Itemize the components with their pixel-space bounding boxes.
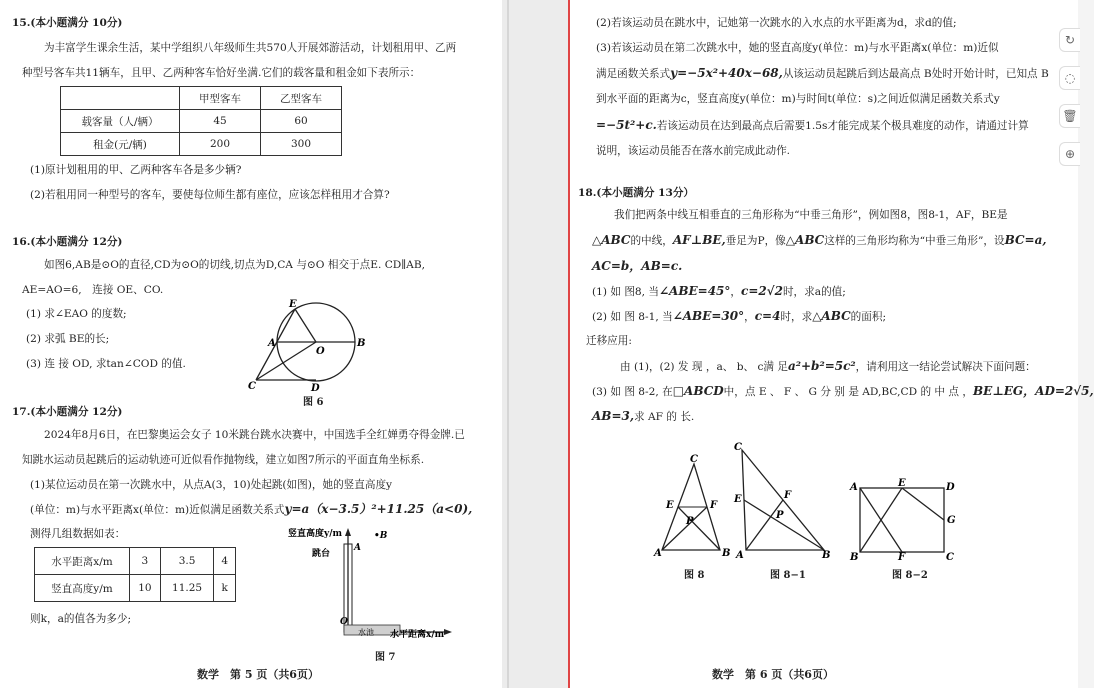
table-row xyxy=(61,87,342,110)
q18-text: ， xyxy=(730,286,742,298)
q18-equation: △ABC xyxy=(785,233,825,247)
exam-page-6 xyxy=(568,0,1094,688)
q18-equation: △ABC xyxy=(592,233,631,247)
segment-oe xyxy=(295,309,316,342)
q16-part-2: (2) 求弧 BE的长; xyxy=(26,333,110,345)
table-cell: 载客量（人/辆） xyxy=(61,110,180,133)
q18-part-2 xyxy=(592,309,886,324)
table-cell xyxy=(61,87,180,110)
figure-8-caption: 图 8 xyxy=(684,570,705,581)
q17-text-6: 则k，a的值各为多少; xyxy=(30,613,132,625)
q17-equation-3: =−5t²+c. xyxy=(596,118,657,132)
q17-part-3-line-1: (3)若该运动员在第二次跳水中，她的竖直高度y(单位：m)与水平距离x(单位：m)近似 xyxy=(596,42,999,54)
table-cell: 4 xyxy=(214,548,236,575)
q18-text: (3) 如 图 8-2, 在 xyxy=(592,386,673,398)
label-g: G xyxy=(947,515,956,526)
water-label: 水池 xyxy=(358,628,374,637)
q15-header: 15.(本小题满分 10分) xyxy=(12,17,123,29)
table-cell: 水平距离x/m xyxy=(35,548,130,575)
page-divider xyxy=(507,0,509,688)
table-row xyxy=(35,575,236,602)
median-be xyxy=(744,500,824,550)
q15-text-1: 为丰富学生课余生活，某中学组织八年级师生共570人开展郊游活动，计划租用甲、乙两 xyxy=(44,42,457,54)
label-c: C xyxy=(734,442,742,453)
q18-equation: BC=a, xyxy=(1004,233,1047,247)
table-cell: 300 xyxy=(261,133,342,156)
point-b-label: •B xyxy=(374,531,388,541)
q18-text-3 xyxy=(592,259,682,274)
table-cell: 45 xyxy=(180,110,261,133)
segment-co xyxy=(256,342,316,380)
label-f: F xyxy=(784,490,792,501)
q17-text-1: 2024年8月6日，在巴黎奥运会女子 10米跳台跳水决赛中，中国选手全红婵勇夺得金牌.已 xyxy=(44,429,465,441)
label-a: A xyxy=(850,482,858,493)
table-cell: 200 xyxy=(180,133,261,156)
q15-table xyxy=(60,86,342,156)
q18-transfer-title: 迁移应用: xyxy=(586,335,632,347)
figure-7-caption: 图 7 xyxy=(375,652,396,663)
origin-label: O xyxy=(340,617,348,627)
figure-8-2-caption: 图 8−2 xyxy=(892,570,928,581)
label-d: D xyxy=(311,383,320,394)
q18-equation: c=4 xyxy=(754,309,781,323)
q18-equation: c=2√2 xyxy=(741,284,783,298)
table-header: 甲型客车 xyxy=(180,87,261,110)
page-5-footer: 数学 第 5 页（共6页） xyxy=(197,668,319,681)
q17-text-4a: (单位：m)与水平距离x(单位：m)近似满足函数关系式 xyxy=(30,504,285,516)
q18-equation: BE⊥EG，AD=2√5, xyxy=(972,384,1094,398)
figure-6-caption: 图 6 xyxy=(303,397,324,408)
loading-icon[interactable]: ◌ xyxy=(1059,66,1080,90)
median-af xyxy=(746,500,783,550)
q16-part-1: (1) 求∠EAO 的度数; xyxy=(26,308,127,320)
table-cell: k xyxy=(214,575,236,602)
table-row xyxy=(35,548,236,575)
label-a: A xyxy=(736,550,744,561)
label-p: P xyxy=(686,516,694,527)
table-cell: 10 xyxy=(130,575,161,602)
q18-part-3 xyxy=(592,384,1094,399)
page-gap xyxy=(502,0,568,688)
platform-label: 跳台 xyxy=(312,549,331,559)
label-e: E xyxy=(666,500,674,511)
q18-equation: AF⊥BE, xyxy=(672,233,726,247)
q18-text-2 xyxy=(592,233,1047,248)
q17-part-3-line-3: 到水平面的距离为c，竖直高度y(单位：m)与时间t(单位：s)之间近似满足函数关系式y xyxy=(596,93,1000,105)
q17-text-4 xyxy=(30,502,472,517)
x-axis-arrow xyxy=(444,629,452,635)
table-row xyxy=(61,133,342,156)
q15-part-2: (2)若租用同一种型号的客车，要使每位师生都有座位，应该怎样租用才合算? xyxy=(30,189,390,201)
q18-header: 18.(本小题满分 13分） xyxy=(578,187,695,199)
x-axis-label: 水平距离x/m xyxy=(390,630,445,640)
q17-part-3-text: 从该运动员起跳后到达最高点 B处时开始计时，已知点 B xyxy=(782,68,1049,80)
q17-part-3-text: 若该运动员在达到最高点后需要1.5s才能完成某个极具难度的动作，请通过计算 xyxy=(656,120,1029,132)
q15-part-1: (1)原计划租用的甲、乙两种客车各是多少辆? xyxy=(30,164,242,176)
q17-part-3-line-4 xyxy=(596,118,1029,133)
label-e: E xyxy=(289,299,297,310)
add-icon[interactable]: ⊕ xyxy=(1059,142,1080,166)
q18-text-4 xyxy=(620,359,1036,374)
q18-equation: AB=3, xyxy=(592,409,635,423)
label-a: A xyxy=(654,548,662,559)
trash-icon[interactable]: 🗑 xyxy=(1059,104,1080,128)
q18-text: ，请利用这一结论尝试解决下面问题： xyxy=(855,361,1036,373)
q18-text: 由 (1)，(2) 发 现 ，a、 b、 c满 足 xyxy=(620,361,788,373)
figure-8-2 xyxy=(848,476,960,562)
q16-text-1: 如图6,AB是⊙O的直径,CD为⊙O的切线,切点为D,CA 与⊙O 相交于点E. CD∥AB, xyxy=(44,259,425,271)
q18-text: ， xyxy=(744,311,755,323)
q17-text-2: 知跳水运动员起跳后的运动轨迹可近似看作抛物线，建立如图7所示的平面直角坐标系. xyxy=(22,454,425,466)
label-b: B xyxy=(357,338,366,349)
q17-part-3-line-2 xyxy=(596,66,1049,81)
label-c: C xyxy=(946,552,954,563)
q16-header: 16.(本小题满分 12分) xyxy=(12,236,123,248)
q17-part-3-text: 满足函数关系式 xyxy=(596,68,671,80)
table-cell: 11.25 xyxy=(160,575,214,602)
q18-text: 中，点 E 、 F 、 G 分 别 是 AD,BC,CD 的 中 点 ， xyxy=(723,386,973,398)
exam-page-5 xyxy=(0,0,502,688)
segment-eg xyxy=(902,488,944,520)
table-cell: 60 xyxy=(261,110,342,133)
label-f: F xyxy=(898,552,906,563)
rotate-icon[interactable]: ↻ xyxy=(1059,28,1080,52)
q17-header: 17.(本小题满分 12分) xyxy=(12,406,123,418)
q15-text-2: 种型号客车共11辆车，且甲、乙两种客车恰好坐满.它们的载客量和租金如下表所示： xyxy=(22,67,421,79)
q18-text: 这样的三角形均称为“中垂三角形”，设 xyxy=(824,235,1005,247)
label-b: B xyxy=(850,552,859,563)
parallelogram-abcd xyxy=(860,488,944,552)
q17-text-5: 测得几组数据如表： xyxy=(30,528,126,540)
q18-text: 的中线， xyxy=(630,235,673,247)
table-cell: 3.5 xyxy=(160,548,214,575)
q18-text: 垂足为P，像 xyxy=(725,235,786,247)
label-d: D xyxy=(946,482,955,493)
q18-equation: ∠ABE=30° xyxy=(672,309,745,323)
label-b: B xyxy=(722,548,731,559)
y-axis-arrow xyxy=(345,528,351,536)
q18-text: 求 AF 的 长. xyxy=(634,411,695,423)
page-6-footer: 数学 第 6 页（共6页） xyxy=(712,668,834,681)
label-f: F xyxy=(710,500,718,511)
label-c: C xyxy=(248,381,256,392)
q18-equation: △ABC xyxy=(812,309,851,323)
q18-part-3-line-2 xyxy=(592,409,694,424)
q18-text: 时，求a的值; xyxy=(782,286,846,298)
label-p: P xyxy=(776,510,784,521)
q18-text: (1) 如 图8, 当 xyxy=(592,286,659,298)
label-c: C xyxy=(690,454,698,465)
q18-text-1: 我们把两条中线互相垂直的三角形称为“中垂三角形”，例如图8，图8-1，AF，BE是 xyxy=(614,209,1008,221)
q17-equation-2: y=−5x²+40x−68, xyxy=(670,66,783,80)
table-cell: 3 xyxy=(130,548,161,575)
figure-7 xyxy=(286,522,466,647)
label-a: A xyxy=(268,338,276,349)
point-a-label: A xyxy=(354,543,361,553)
q18-equation: AC=b，AB=c. xyxy=(592,259,683,273)
figure-6 xyxy=(246,296,366,396)
label-e: E xyxy=(898,478,906,489)
figure-8-1-caption: 图 8−1 xyxy=(770,570,806,581)
q17-text-3: (1)某位运动员在第一次跳水中，从点A(3，10)处起跳(如图)，她的竖直高度y xyxy=(30,479,393,491)
q18-part-1 xyxy=(592,284,846,299)
table-header: 乙型客车 xyxy=(261,87,342,110)
label-e: E xyxy=(734,494,742,505)
q18-equation: □ABCD xyxy=(672,384,724,398)
table-cell: 竖直高度y/m xyxy=(35,575,130,602)
table-cell: 租金(元/辆) xyxy=(61,133,180,156)
label-o: O xyxy=(316,346,325,357)
y-axis-label: 竖直高度y/m xyxy=(288,529,343,539)
label-b: B xyxy=(822,550,831,561)
figure-8-1 xyxy=(732,440,832,562)
q17-part-2: (2)若该运动员在跳水中，记她第一次跳水的入水点的水平距离为d，求d的值; xyxy=(596,17,957,29)
q18-equation: a²+b²=5c² xyxy=(787,359,856,373)
q17-table xyxy=(34,547,236,602)
q16-part-3: (3) 连 接 OD, 求tan∠COD 的值. xyxy=(26,358,186,370)
q18-equation: ∠ABE=45° xyxy=(659,284,731,298)
q18-text: 时，求 xyxy=(780,311,813,323)
q17-equation-1: y=a（x−3.5）²+11.25（a<0), xyxy=(284,502,473,516)
figure-8 xyxy=(654,452,734,562)
table-row xyxy=(61,110,342,133)
q18-text: (2) 如 图 8-1, 当 xyxy=(592,311,673,323)
q18-text: 的面积; xyxy=(850,311,887,323)
q17-part-3-line-5: 说明，该运动员能否在落水前完成此动作. xyxy=(596,145,791,157)
q16-text-2: AE=AO=6, 连接 OE、CO. xyxy=(22,284,164,296)
